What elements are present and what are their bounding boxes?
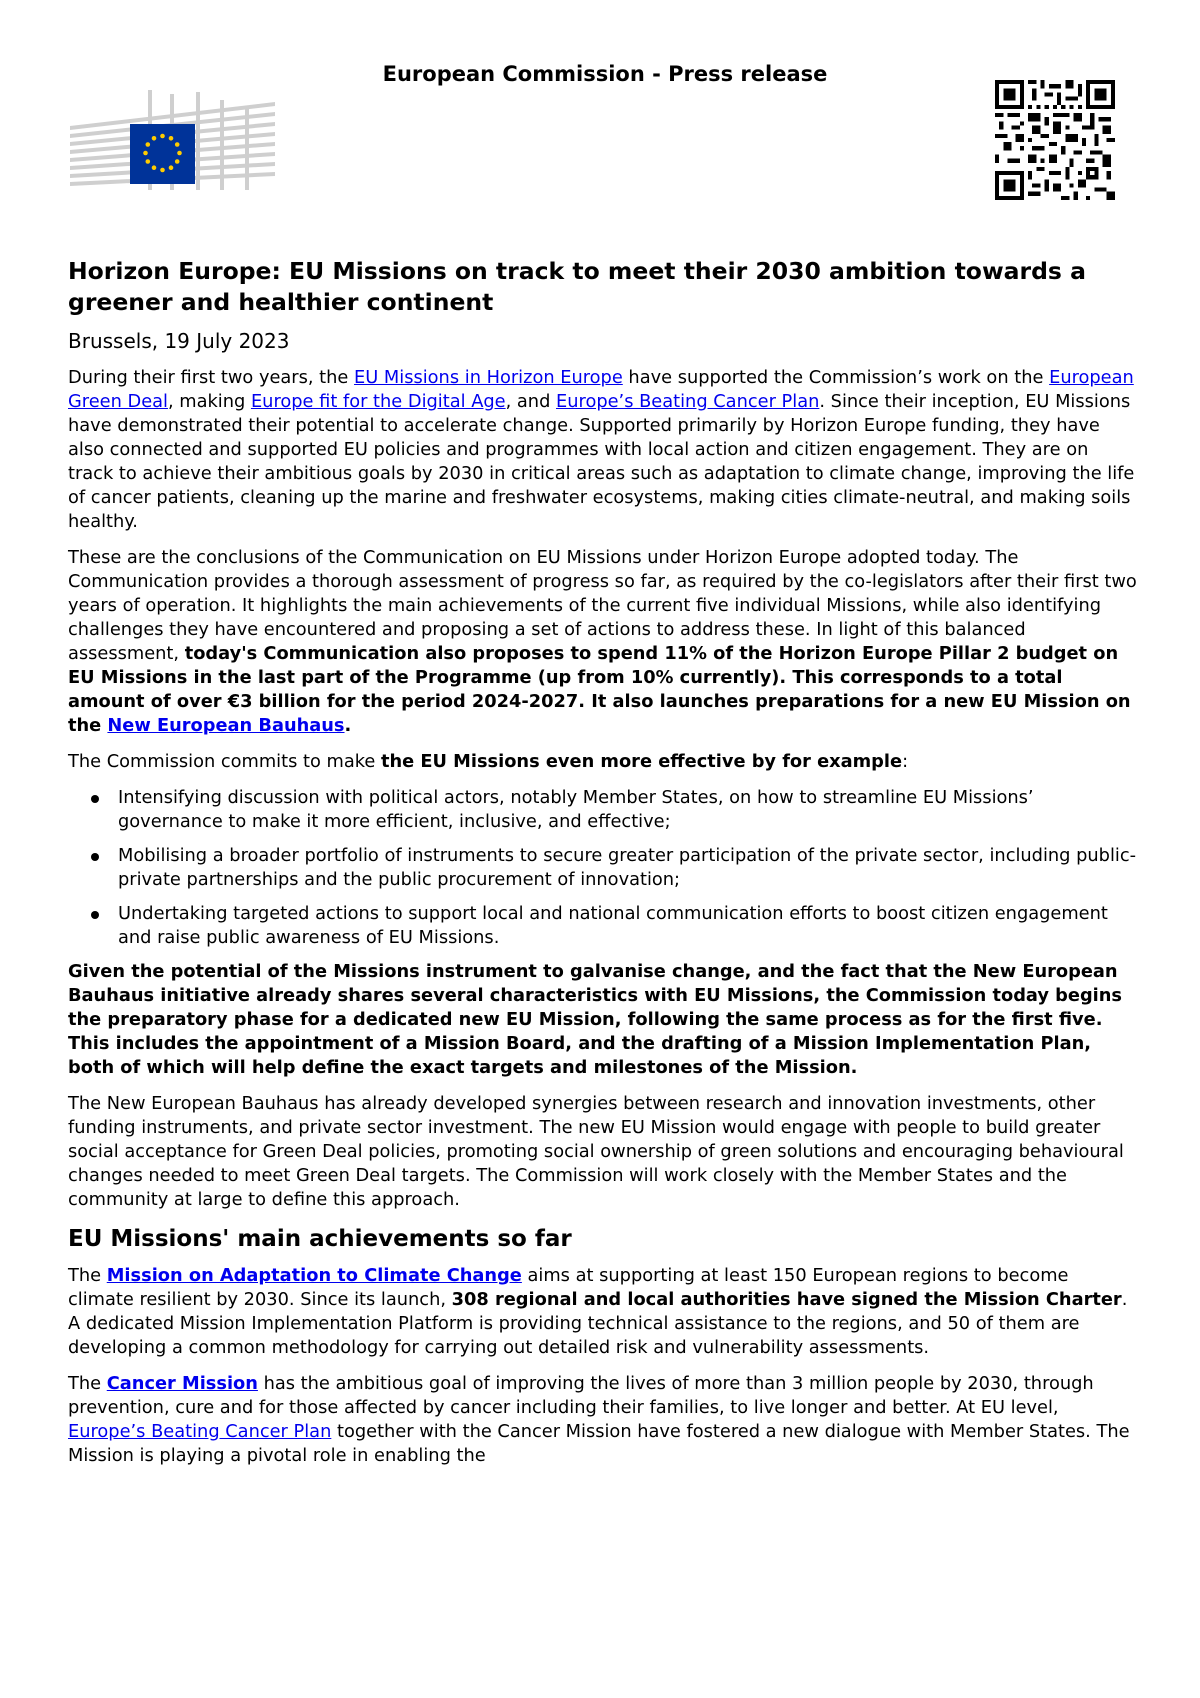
paragraph-intro: During their first two years, the EU Missions in Horizon Europe have supported the Commission’s work on the European Green Deal, making Europe fit for the Digital Age, and Europe’s Beating Cancer Plan. Since their inception, EU Missions have demonstrated their potential to accelerate change. Supported primarily by Horizon Europe funding, they have also connected and supported EU policies and programmes with local action and citizen engagement. They are on track to achieve their ambitious goals by 2030 in critical areas such as adaptation to climate change, improving the life of cancer patients, cleaning up the marine and freshwater ecosystems, making cities climate-neutral, and making soils healthy. [68,367,1135,532]
bullet-icon [91,795,99,803]
commitments-list [68,786,1138,950]
paragraph-adaptation: The Mission on Adaptation to Climate Change aims at supporting at least 150 European regions to become climate resilient by 2030. Since its launch, 308 regional and local authorities have signed the Mission Charter. A dedicated Mission Implementation Platform is providing technical assistance to the regions, and 50 of them are developing a common methodology for carrying out detailed risk and vulnerability assessments. [68,1265,1128,1358]
link-cancer-mission[interactable]: Cancer Mission [106,1373,258,1394]
link-european-green-deal[interactable]: European Green Deal [68,367,1134,412]
article-title: Horizon Europe: EU Missions on track to meet their 2030 ambition towards a greener and healthier continent [68,257,1086,316]
paragraph-new-mission: Given the potential of the Missions instrument to galvanise change, and the fact that the New European Bauhaus initiative already shares several characteristics with EU Missions, the Commission today begins the preparatory phase for a dedicated new EU Mission, following the same process as for the first five. This includes the appointment of a Mission Board, and the drafting of a Mission Implementation Plan, both of which will help define the exact targets and milestones of the Mission. [68,961,1123,1078]
link-eu-missions-horizon-europe[interactable]: EU Missions in Horizon Europe [354,367,623,388]
article-body [68,256,1138,1480]
link-beating-cancer-plan[interactable]: Europe’s Beating Cancer Plan [556,391,820,412]
bullet-icon [91,911,99,919]
link-adaptation-mission[interactable]: Mission on Adaptation to Climate Change [106,1265,522,1286]
eu-commission-logo [70,90,275,195]
dateline: Brussels, 19 July 2023 [68,329,290,353]
paragraph-bauhaus: The New European Bauhaus has already developed synergies between research and innovation investments, other funding instruments, and private sector investment. The new EU Mission would engage with people to build greater social acceptance for Green Deal policies, promoting social ownership of green solutions and encouraging behavioural changes needed to meet Green Deal targets. The Commission will work closely with the Member States and the community at large to define this approach. [68,1093,1124,1210]
paragraph-conclusions: These are the conclusions of the Communication on EU Missions under Horizon Europe adopted today. The Communication provides a thorough assessment of progress so far, as required by the co-legislators after their first two years of operation. It highlights the main achievements of the current five individual Missions, while also identifying challenges they have encountered and proposing a set of actions to address these. In light of this balanced assessment, today's Communication also proposes to spend 11% of the Horizon Europe Pillar 2 budget on EU Missions in the last part of the Programme (up from 10% currently). This corresponds to a total amount of over €3 billion for the period 2024-2027. It also launches preparations for a new EU Mission on the New European Bauhaus. [68,547,1137,736]
eu-flag [130,124,195,184]
link-beating-cancer-plan-2[interactable]: Europe’s Beating Cancer Plan [68,1421,332,1442]
list-item: Undertaking targeted actions to support local and national communication efforts to boost citizen engagement and raise public awareness of EU Missions. [68,902,1138,950]
paragraph-cancer: The Cancer Mission has the ambitious goal of improving the lives of more than 3 million people by 2030, through prevention, cure and for those affected by cancer including their families, to live longer and better. At EU level, Europe’s Beating Cancer Plan together with the Cancer Mission have fostered a new dialogue with Member States. The Mission is playing a pivotal role in enabling the [68,1373,1130,1466]
list-item: Mobilising a broader portfolio of instruments to secure greater participation of the private sector, including public-private partnerships and the public procurement of innovation; [68,844,1138,892]
bullet-icon [91,853,99,861]
link-new-european-bauhaus[interactable]: New European Bauhaus [107,715,345,736]
list-item: Intensifying discussion with political actors, notably Member States, on how to streamline EU Missions’ governance to make it more efficient, inclusive, and effective; [68,786,1138,834]
press-release-header: European Commission - Press release [382,62,828,86]
link-europe-fit-digital-age[interactable]: Europe fit for the Digital Age [250,391,506,412]
paragraph-commitments: The Commission commits to make the EU Missions even more effective by for example: [68,751,909,772]
qr-code-icon [995,80,1115,200]
section-heading: EU Missions' main achievements so far [68,1226,572,1252]
